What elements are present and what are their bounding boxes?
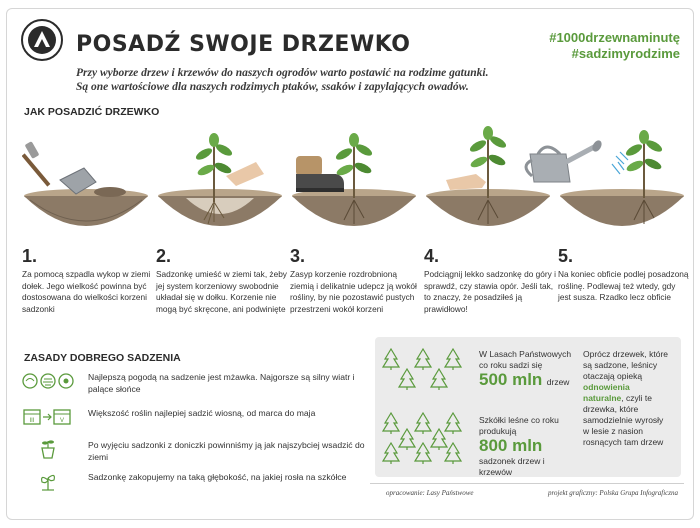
boot-stepping-illustration: [290, 124, 418, 242]
step-2: [156, 124, 288, 315]
rule-text: Po wyjęciu sadzonki z doniczki powinniśmy ją jak najszybciej wsadzić do ziemi: [88, 440, 365, 462]
hashtag: #1000drzewnaminutę: [549, 30, 680, 45]
step-text: Na koniec obficie podlej posadzoną roślinę. Podlewaj też wtedy, gdy jest susza. Rzadko lecz obficie: [558, 269, 689, 302]
step-number: 1.: [22, 246, 38, 266]
tree-cluster-icon: [381, 411, 463, 467]
watering-can-icon: [516, 138, 602, 188]
stat-block-1: [479, 349, 577, 390]
step-number: 3.: [290, 246, 306, 266]
rule-text: Większość roślin najlepiej sadzić wiosną, od marca do maja: [88, 408, 316, 418]
stat-number: 800 mln: [479, 436, 543, 455]
natural-regeneration-note: [583, 349, 671, 448]
step-text: Podciągnij lekko sadzonkę do góry i sprawdź, czy stawia opór. Jeśli tak, to znaczy, że posadziłeś ją prawidłowo!: [424, 269, 556, 314]
step-3: [290, 124, 422, 315]
rule-item: [22, 370, 372, 400]
how-to-heading: JAK POSADZIĆ DRZEWKO: [24, 106, 160, 118]
footer-divider: [370, 483, 684, 484]
sprout-icon: [22, 470, 74, 492]
rule-text: Sadzonkę zakopujemy na taką głębokość, na jakiej rosła na szkółce: [88, 472, 347, 482]
footer-credit-right: projekt graficzny: Polska Grupa Infograficzna: [547, 489, 678, 497]
step-text: Sadzonkę umieść w ziemi tak, żeby jej system korzeniowy swobodnie układał się w dołku. Korzenie nie mogą być skręcone, ani podwinięte: [156, 269, 287, 314]
stat-lead: W Lasach Państwowych co roku sadzi się: [479, 349, 572, 370]
svg-text:III: III: [29, 418, 35, 424]
stat-block-2: [479, 415, 577, 477]
lasy-panstwowe-logo: [20, 18, 64, 62]
rules-heading: ZASADY DOBREGO SADZENIA: [24, 352, 181, 364]
svg-text:V: V: [59, 418, 65, 424]
stat-unit: drzew: [546, 377, 570, 387]
step-number: 2.: [156, 246, 172, 266]
hashtags: [549, 30, 680, 62]
step-1: [22, 124, 154, 315]
seedling-placing-illustration: [156, 124, 284, 242]
footer-credit-left: opracowanie: Lasy Państwowe: [386, 489, 474, 497]
subtitle: [76, 66, 506, 94]
rule-item: [22, 470, 372, 500]
note-text: Oprócz drzewek, które są sadzone, leśnicy otaczają opieką: [583, 349, 669, 381]
step-text: Za pomocą szpadla wykop w ziemi dołek. Jego wielkość powinna być dostosowana do wielkości korzeni sadzonki: [22, 269, 151, 314]
rule-item: [22, 406, 372, 436]
steps-row: [22, 124, 689, 334]
stat-lead: Szkółki leśne co roku produkują: [479, 415, 559, 436]
page-title: POSADŹ SWOJE DRZEWKO: [76, 32, 411, 57]
stat-unit: sadzonek drzew i krzewów: [479, 456, 545, 477]
step-text: Zasyp korzenie rozdrobnioną ziemią i delikatnie udepcz ją wokół rośliny, by nie pozostawić pustych przestrzeni wokół korzeni: [290, 269, 417, 314]
stat-number: 500 mln: [479, 370, 543, 389]
tree-cluster-icon: [381, 347, 463, 393]
subtitle-line: Przy wyborze drzew i krzewów do naszych ogrodów warto postawić na rodzime gatunki.: [76, 67, 489, 79]
note-highlight: odnowienia naturalne: [583, 382, 630, 403]
calendar-months-icon: [22, 406, 74, 428]
step-number: 4.: [424, 246, 440, 266]
stats-box: [375, 337, 681, 477]
subtitle-line: Są one wartościowe dla naszych rodzimych ptaków, ssaków i zapylających owadów.: [76, 81, 469, 93]
note-text: , czyli te drzewka, które samodzielnie wyrosły w lesie z nasion rosnących tam drzew: [583, 393, 664, 447]
shovel-digging-illustration: [22, 124, 150, 242]
rule-item: [22, 438, 372, 468]
step-number: 5.: [558, 246, 574, 266]
weather-icons: [22, 370, 74, 392]
pot-plant-icon: [22, 438, 74, 460]
rule-text: Najlepszą pogodą na sadzenie jest mżawka. Najgorsze są silny wiatr i palące słońce: [88, 372, 355, 394]
hashtag: #sadzimyrodzime: [571, 46, 680, 61]
